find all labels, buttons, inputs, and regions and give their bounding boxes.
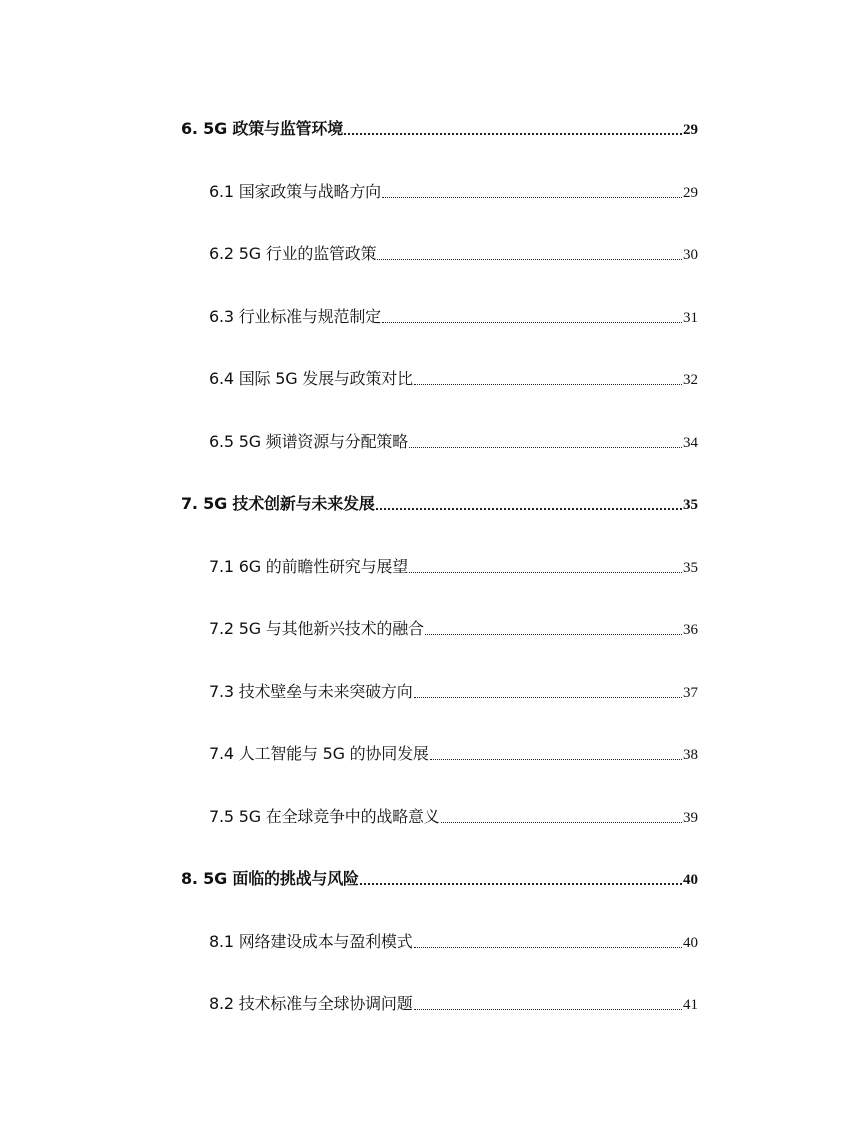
- dot-leader: [344, 132, 682, 135]
- toc-page-number: 29: [683, 122, 698, 138]
- toc-page-number: 30: [683, 247, 698, 263]
- toc-entry-title: 6.5 5G 频谱资源与分配策略: [209, 432, 408, 451]
- toc-entry-title: 7.1 6G 的前瞻性研究与展望: [209, 557, 408, 576]
- toc-page-number: 36: [683, 622, 698, 638]
- toc-entry-title: 8. 5G 面临的挑战与风险: [181, 869, 359, 888]
- dot-leader: [414, 696, 682, 698]
- toc-page-number: 40: [683, 872, 698, 888]
- toc-entry-title: 6.1 国家政策与战略方向: [209, 182, 381, 201]
- toc-section-8-2[interactable]: [209, 993, 698, 1015]
- toc-entry-title: 6.3 行业标准与规范制定: [209, 307, 381, 326]
- toc-section-7-3[interactable]: [209, 681, 698, 703]
- toc-entry-title: 7. 5G 技术创新与未来发展: [181, 494, 375, 513]
- toc-section-6-2[interactable]: [209, 243, 698, 265]
- toc-section-8-1[interactable]: [209, 931, 698, 953]
- toc-page-number: 40: [683, 935, 698, 951]
- toc-section-6-4[interactable]: [209, 368, 698, 390]
- toc-page-number: 41: [683, 997, 698, 1013]
- toc-entry-title: 6.2 5G 行业的监管政策: [209, 244, 377, 263]
- dot-leader: [409, 571, 682, 573]
- dot-leader: [430, 758, 682, 760]
- toc-page-number: 29: [683, 185, 698, 201]
- dot-leader: [376, 507, 682, 510]
- toc-entry-title: 7.5 5G 在全球竞争中的战略意义: [209, 807, 440, 826]
- toc-entry-title: 7.4 人工智能与 5G 的协同发展: [209, 744, 429, 763]
- toc-page-number: 39: [683, 810, 698, 826]
- toc-page-number: 35: [683, 497, 698, 513]
- toc-entry-title: 6.4 国际 5G 发展与政策对比: [209, 369, 413, 388]
- toc-page-number: 31: [683, 310, 698, 326]
- toc-section-7-4[interactable]: [209, 743, 698, 765]
- toc-entry-title: 7.3 技术壁垒与未来突破方向: [209, 682, 413, 701]
- toc-chapter-6[interactable]: [181, 118, 698, 140]
- toc-section-7-1[interactable]: [209, 556, 698, 578]
- toc-page-number: 35: [683, 560, 698, 576]
- toc-entry-title: 8.1 网络建设成本与盈利模式: [209, 932, 413, 951]
- dot-leader: [441, 821, 682, 823]
- dot-leader: [382, 321, 682, 323]
- toc-entry-title: 6. 5G 政策与监管环境: [181, 119, 344, 138]
- toc-page-number: 34: [683, 435, 698, 451]
- dot-leader: [414, 1008, 682, 1010]
- toc-section-7-2[interactable]: [209, 618, 698, 640]
- toc-section-6-5[interactable]: [209, 431, 698, 453]
- dot-leader: [414, 383, 682, 385]
- dot-leader: [425, 633, 682, 635]
- toc-section-7-5[interactable]: [209, 806, 698, 828]
- toc-page-number: 32: [683, 372, 698, 388]
- toc-page-number: 37: [683, 685, 698, 701]
- toc-section-6-3[interactable]: [209, 306, 698, 328]
- dot-leader: [382, 196, 682, 198]
- toc-page-number: 38: [683, 747, 698, 763]
- dot-leader: [377, 258, 682, 260]
- toc-entry-title: 7.2 5G 与其他新兴技术的融合: [209, 619, 424, 638]
- dot-leader: [409, 446, 682, 448]
- toc-chapter-7[interactable]: [181, 493, 698, 515]
- dot-leader: [360, 882, 682, 885]
- toc-entry-title: 8.2 技术标准与全球协调问题: [209, 994, 413, 1013]
- toc-chapter-8[interactable]: [181, 868, 698, 890]
- dot-leader: [414, 946, 682, 948]
- toc-section-6-1[interactable]: [209, 181, 698, 203]
